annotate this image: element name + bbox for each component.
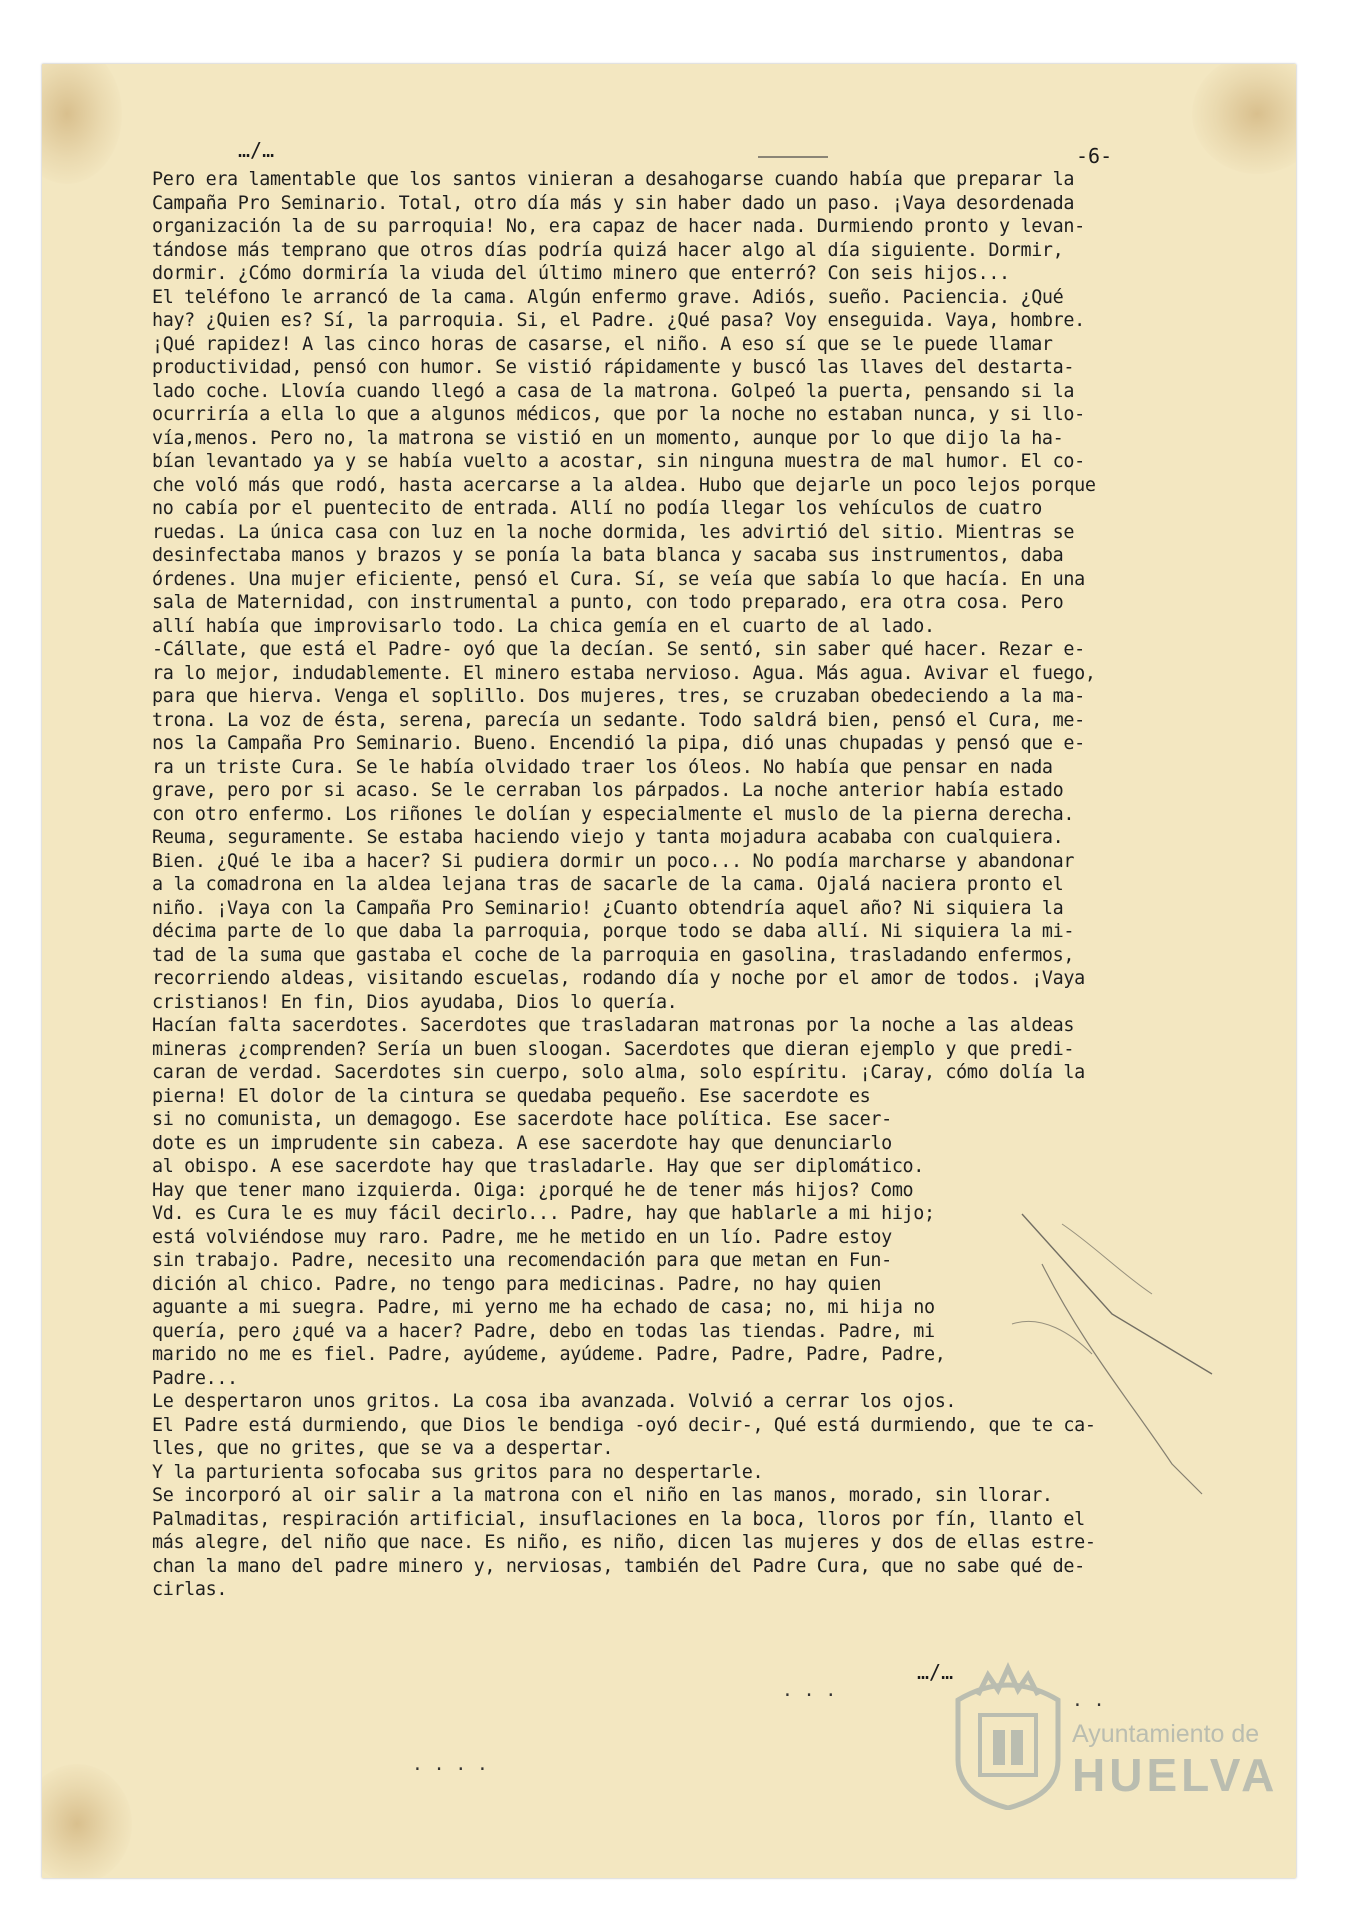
text-line: nos la Campaña Pro Seminario. Bueno. Encendió la pipa, dió unas chupadas y pensó que e-	[152, 733, 1085, 754]
page-number: -6-	[1076, 144, 1113, 168]
header-rule	[758, 156, 828, 158]
text-line: a la comadrona en la aldea lejana tras de sacarle de la cama. Ojalá naciera pronto el	[152, 874, 1064, 895]
text-line: Y la parturienta sofocaba sus gritos para no despertarle.	[152, 1461, 764, 1483]
text-line: Padre...	[152, 1367, 238, 1389]
stray-marks: . . .	[782, 1680, 837, 1701]
text-line: lado coche. Llovía cuando llegó a casa de la matrona. Golpeó la puerta, pensando si la	[152, 380, 1075, 402]
text-line: hay? ¿Quien es? Sí, la parroquia. Si, el Padre. ¿Qué pasa? Voy enseguida. Vaya, hombre.	[152, 310, 1085, 331]
text-line: dormir. ¿Cómo dormiría la viuda del último minero que enterró? Con seis hijos...	[152, 263, 1010, 284]
text-line: para que hierva. Venga el soplillo. Dos mujeres, tres, se cruzaban obedeciendo a la ma-	[152, 686, 1085, 707]
text-line: está volviéndose muy raro. Padre, me he metido en un lío. Padre estoy	[152, 1226, 892, 1248]
text-line: Pero era lamentable que los santos vinieran a desahogarse cuando había que preparar la	[152, 169, 1075, 190]
text-line: vía,menos. Pero no, la matrona se vistió en un momento, aunque por lo que dijo la ha-	[152, 427, 1064, 449]
stray-marks: . .	[1072, 1690, 1105, 1711]
page-header-continuation: …/…	[238, 138, 275, 162]
text-line: Bien. ¿Qué le iba a hacer? Si pudiera dormir un poco... No podía marcharse y abandonar	[152, 850, 1075, 872]
text-line: ruedas. La única casa con luz en la noche dormida, les advirtió del sitio. Mientras se	[152, 521, 1075, 543]
text-line: dote es un imprudente sin cabeza. A ese sacerdote hay que denunciarlo	[152, 1132, 892, 1154]
text-line: sin trabajo. Padre, necesito una recomendación para que metan en Fun-	[152, 1250, 892, 1271]
text-line: pierna! El dolor de la cintura se quedaba pequeño. Ese sacerdote es	[152, 1085, 871, 1107]
text-line: Palmaditas, respiración artificial, insuflaciones en la boca, lloros por fín, llanto el	[152, 1508, 1085, 1530]
text-line: desinfectaba manos y brazos y se ponía la bata blanca y sacaba sus instrumentos, daba	[152, 545, 1064, 566]
text-line: Se incorporó al oir salir a la matrona con el niño en las manos, morado, sin llorar.	[152, 1485, 1053, 1506]
stray-marks: . . . .	[412, 1754, 488, 1775]
text-line: aguante a mi suegra. Padre, mi yerno me ha echado de casa; no, mi hija no	[152, 1297, 935, 1318]
text-line: con otro enfermo. Los riñones le dolían y especialmente el muslo de la pierna derecha.	[152, 803, 1075, 825]
text-line: ra lo mejor, indudablemente. El minero estaba nervioso. Agua. Más agua. Avivar el fuego,	[152, 662, 1096, 684]
text-line: Hacían falta sacerdotes. Sacerdotes que trasladaran matronas por la noche a las aldeas	[152, 1015, 1075, 1036]
text-line: Reuma, seguramente. Se estaba haciendo viejo y tanta mojadura acababa con cualquiera.	[152, 827, 1064, 848]
text-line: lles, que no grites, que se va a despertar.	[152, 1438, 614, 1459]
text-line: trona. La voz de ésta, serena, parecía un sedante. Todo saldrá bien, pensó el Cura, me-	[152, 709, 1085, 731]
text-line: tad de la suma que gastaba el coche de la parroquia en gasolina, trasladando enfermos,	[152, 944, 1075, 966]
text-line: cirlas.	[152, 1579, 228, 1600]
text-line: caran de verdad. Sacerdotes sin cuerpo, solo alma, solo espíritu. ¡Caray, cómo dolía la	[152, 1062, 1085, 1083]
text-line: niño. ¡Vaya con la Campaña Pro Seminario! ¿Cuanto obtendría aquel año? Ni siquiera la	[152, 897, 1064, 919]
ayuntamiento-huelva-watermark	[948, 1660, 1279, 1810]
pen-scribble	[1002, 1204, 1232, 1504]
watermark-line2: HUELVA	[1072, 1749, 1279, 1801]
typewritten-page	[42, 64, 1296, 1878]
text-line: ¡Qué rapidez! A las cinco horas de casarse, el niño. A eso sí que se le puede llamar	[152, 333, 1053, 355]
text-line: al obispo. A ese sacerdote hay que trasladarle. Hay que ser diplomático.	[152, 1156, 924, 1177]
text-line: marido no me es fiel. Padre, ayúdeme, ayúdeme. Padre, Padre, Padre, Padre,	[152, 1344, 946, 1365]
text-line: órdenes. Una mujer eficiente, pensó el Cura. Sí, se veía que sabía lo que hacía. En una	[152, 568, 1085, 590]
text-line: dición al chico. Padre, no tengo para medicinas. Padre, no hay quien	[152, 1273, 882, 1295]
text-line: bían levantado ya y se había vuelto a acostar, sin ninguna muestra de mal humor. El co-	[152, 451, 1085, 472]
text-line: décima parte de lo que daba la parroquia, porque todo se daba allí. Ni siquiera la mi-	[152, 921, 1075, 942]
text-line: más alegre, del niño que nace. Es niño, es niño, dicen las mujeres y dos de ellas estre-	[152, 1532, 1096, 1553]
text-line: allí había que improvisarlo todo. La chica gemía en el cuarto de al lado.	[152, 615, 935, 637]
text-line: recorriendo aldeas, visitando escuelas, rodando día y noche por el amor de todos. ¡Vaya	[152, 968, 1085, 989]
text-line: -Cállate, que está el Padre- oyó que la decían. Se sentó, sin saber qué hacer. Rezar e-	[152, 639, 1085, 660]
text-line: mineras ¿comprenden? Sería un buen sloogan. Sacerdotes que dieran ejemplo y que predi-	[152, 1038, 1075, 1060]
text-line: grave, pero por si acaso. Se le cerraban los párpados. La noche anterior había estado	[152, 780, 1064, 801]
paper-stain	[42, 1764, 132, 1878]
text-line: productividad, pensó con humor. Se vistió rápidamente y buscó las llaves del destarta-	[152, 357, 1075, 378]
text-line: chan la mano del padre minero y, nerviosas, también del Padre Cura, que no sabe qué de-	[152, 1555, 1085, 1577]
crest-icon	[948, 1660, 1068, 1810]
text-line: cristianos! En fin, Dios ayudaba, Dios lo quería.	[152, 991, 678, 1013]
text-line: organización la de su parroquia! No, era capaz de hacer nada. Durmiendo pronto y levan-	[152, 216, 1085, 237]
text-line: El Padre está durmiendo, que Dios le bendiga -oyó decir-, Qué está durmiendo, que te ca-	[152, 1414, 1096, 1436]
text-line: no cabía por el puentecito de entrada. Allí no podía llegar los vehículos de cuatro	[152, 498, 1042, 519]
text-line: ocurriría a ella lo que a algunos médicos, que por la noche no estaban nunca, y si llo-	[152, 404, 1085, 425]
text-line: tándose más temprano que otros días podría quizá hacer algo al día siguiente. Dormir,	[152, 239, 1064, 261]
text-line: si no comunista, un demagogo. Ese sacerdote hace política. Ese sacer-	[152, 1109, 892, 1130]
paper-stain	[1192, 64, 1296, 174]
paper-stain	[42, 64, 122, 184]
text-line: Hay que tener mano izquierda. Oiga: ¿porqué he de tener más hijos? Como	[152, 1179, 914, 1201]
text-line: Vd. es Cura le es muy fácil decirlo... Padre, hay que hablarle a mi hijo;	[152, 1203, 935, 1224]
text-line: quería, pero ¿qué va a hacer? Padre, debo en todas las tiendas. Padre, mi	[152, 1320, 935, 1342]
watermark-line1: Ayuntamiento de	[1072, 1720, 1260, 1748]
text-line: che voló más que rodó, hasta acercarse a la aldea. Hubo que dejarle un poco lejos porque	[152, 474, 1096, 496]
text-line: Le despertaron unos gritos. La cosa iba avanzada. Volvió a cerrar los ojos.	[152, 1391, 957, 1412]
text-line: Campaña Pro Seminario. Total, otro día más y sin haber dado un paso. ¡Vaya desordenada	[152, 192, 1075, 214]
text-line: El teléfono le arrancó de la cama. Algún enfermo grave. Adiós, sueño. Paciencia. ¿Qué	[152, 286, 1064, 308]
text-line: sala de Maternidad, con instrumental a punto, con todo preparado, era otra cosa. Pero	[152, 592, 1064, 613]
text-line: ra un triste Cura. Se le había olvidado traer los óleos. No había que pensar en nada	[152, 756, 1053, 778]
page-footer-continuation: …/…	[917, 1660, 954, 1684]
